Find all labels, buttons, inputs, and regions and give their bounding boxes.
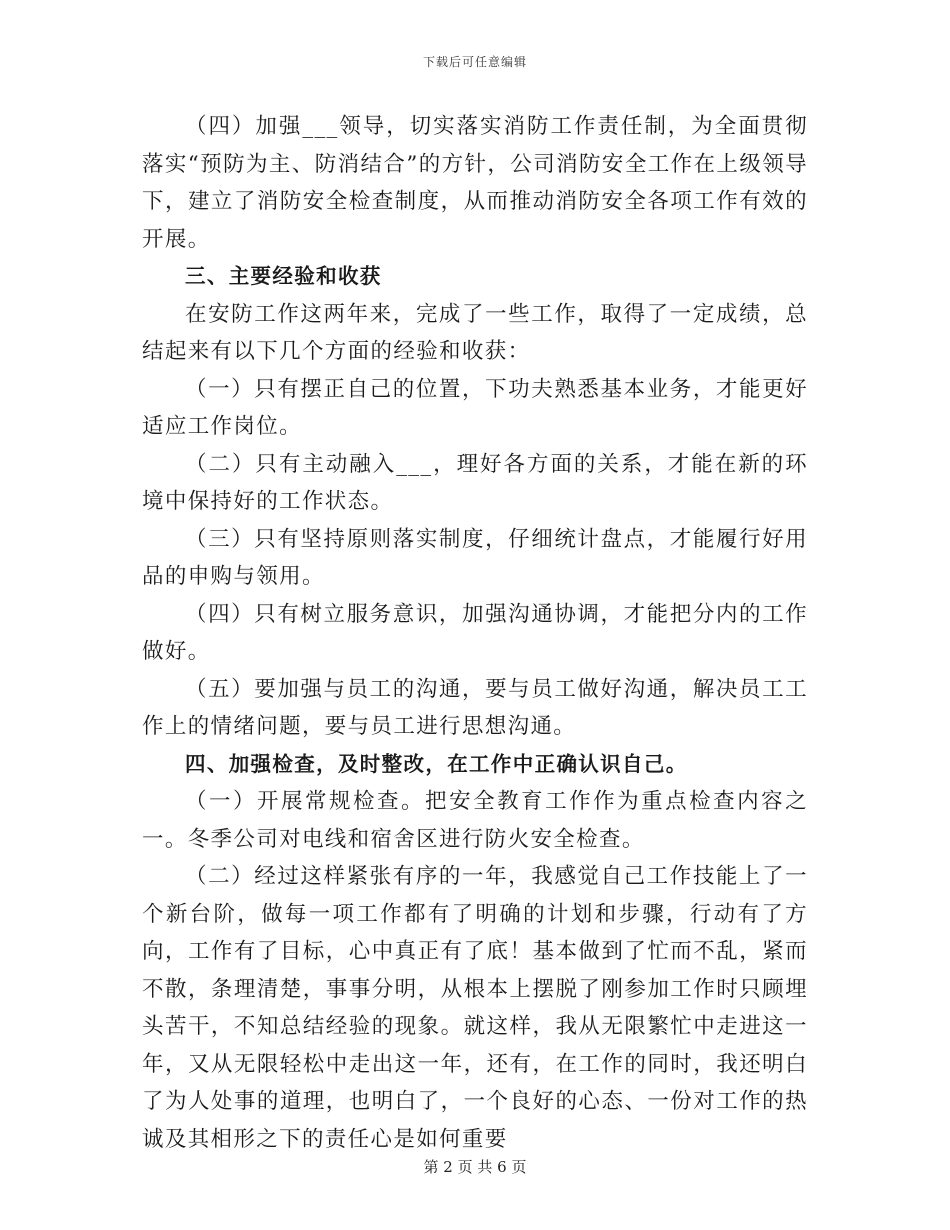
heading-main-experience: 三、主要经验和收获 bbox=[185, 264, 382, 288]
page-header: 下载后可任意编辑 bbox=[422, 55, 527, 69]
document-body bbox=[142, 108, 808, 1158]
paragraph-inspection-2: （二）经过这样紧张有序的一年，我感觉自己工作技能上了一个新台阶，做每一项工作都有了明确的计划和步骤，行动有了方向，工作有了目标，心中真正有了底！基本做到了忙而不乱，紧而不散，条理清楚，事事分明，从根本上摆脱了刚参加工作时只顾埋头苦干，不知总结经验的现象。就这样，我从无限繁忙中走进这一年，又从无限轻松中走出这一年，还有，在工作的同时，我还明白了为人处事的道理，也明白了，一个良好的心态、一份对工作的热诚及其相形之下的责任心是如何重要 bbox=[142, 864, 808, 1152]
paragraph-section-4: （四）加强___领导，切实落实消防工作责任制，为全面贯彻落实“预防为主、防消结合”的方针，公司消防安全工作在上级领导下，建立了消防安全检查制度，从而推动消防安全各项工作有效的开展。 bbox=[142, 114, 808, 252]
paragraph-intro-experience: 在安防工作这两年来，完成了一些工作，取得了一定成绩，总结起来有以下几个方面的经验和收获： bbox=[142, 301, 808, 364]
paragraph-inspection-1: （一）开展常规检查。把安全教育工作作为重点检查内容之一。冬季公司对电线和宿舍区进行防火安全检查。 bbox=[142, 789, 808, 852]
paragraph-experience-5: （五）要加强与员工的沟通，要与员工做好沟通，解决员工工作上的情绪问题，要与员工进行思想沟通。 bbox=[142, 676, 808, 739]
paragraph-experience-1: （一）只有摆正自己的位置，下功夫熟悉基本业务，才能更好适应工作岗位。 bbox=[142, 376, 808, 439]
paragraph-experience-2: （二）只有主动融入___，理好各方面的关系，才能在新的环境中保持好的工作状态。 bbox=[142, 451, 808, 514]
page-number-footer: 第 2 页 共 6 页 bbox=[423, 1158, 527, 1176]
paragraph-experience-3: （三）只有坚持原则落实制度，仔细统计盘点，才能履行好用品的申购与领用。 bbox=[142, 526, 808, 589]
heading-inspection: 四、加强检查，及时整改，在工作中正确认识自己。 bbox=[185, 751, 688, 776]
paragraph-experience-4: （四）只有树立服务意识，加强沟通协调，才能把分内的工作做好。 bbox=[142, 601, 808, 664]
